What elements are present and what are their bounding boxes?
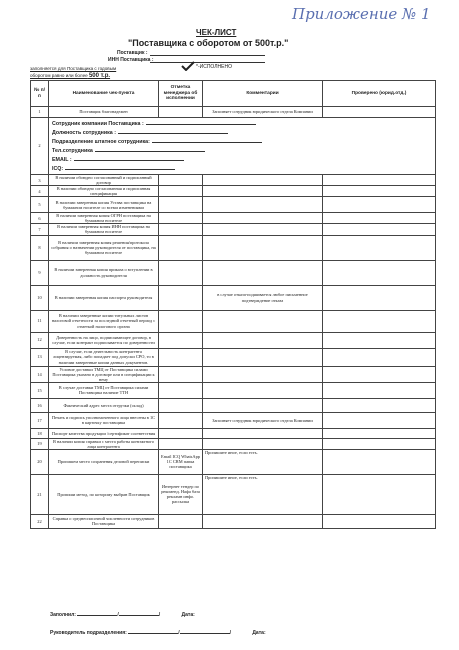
form-line-label: Сотрудник компании Поставщика : xyxy=(52,121,144,127)
row-number: 9 xyxy=(31,260,49,285)
manager-mark-cell[interactable] xyxy=(159,398,203,412)
page-subtitle: "Поставщика с оборотом от 500т.р." xyxy=(128,38,289,48)
comment-cell[interactable] xyxy=(203,398,323,412)
table-header-row xyxy=(31,81,436,107)
table-row xyxy=(31,332,436,348)
fill-note: заполняется для Поставщика с годовым оборотом равно или более 500 т.р. xyxy=(30,66,117,79)
comment-cell[interactable] xyxy=(203,428,323,438)
manager-mark-cell[interactable] xyxy=(159,285,203,310)
table-row xyxy=(31,197,436,213)
manager-mark-cell[interactable] xyxy=(159,310,203,332)
comment-cell[interactable]: Заполняет сотрудник юридического отдела Компании xyxy=(203,412,323,428)
form-line-label: EMAIL : xyxy=(52,157,72,163)
legal-checked-cell[interactable] xyxy=(323,412,436,428)
table-row xyxy=(31,438,436,449)
contact-form-block xyxy=(49,118,436,175)
supplier-label: Поставщик : xyxy=(117,50,148,56)
page-title: ЧЕК-ЛИСТ xyxy=(196,28,237,37)
checkpoint-name: Пропиши метод, по которому выбран Поставщик xyxy=(49,474,159,514)
legal-checked-cell[interactable] xyxy=(323,438,436,449)
table-row xyxy=(31,310,436,332)
checkpoint-name: Фактический адрес места отгрузки (склад) xyxy=(49,398,159,412)
table-row xyxy=(31,213,436,224)
comment-cell[interactable] xyxy=(203,332,323,348)
manager-mark-cell[interactable] xyxy=(159,186,203,197)
legal-checked-cell[interactable] xyxy=(323,382,436,398)
legal-checked-cell[interactable] xyxy=(323,348,436,366)
manager-mark-cell[interactable] xyxy=(159,514,203,528)
table-row xyxy=(31,285,436,310)
comment-cell[interactable]: Заполняет сотрудник юридического отдела Компании xyxy=(203,107,323,118)
manager-mark-cell[interactable] xyxy=(159,412,203,428)
legal-checked-cell[interactable] xyxy=(323,449,436,474)
checkpoint-name: В наличии заверенная копия решения/протокола собрания о назначении руководителя от поставщика, на бумажном носителе xyxy=(49,235,159,260)
row-number: 12 xyxy=(31,332,49,348)
form-line-label: ICQ: xyxy=(52,166,64,172)
done-label: *-ИСПОЛНЕНО xyxy=(196,64,232,70)
checkpoint-name: В наличии заверенные копии титульных листов налоговой отчетности за последний отчетный период с отметкой налогового органа xyxy=(49,310,159,332)
form-line-label: Подразделение штатное сотрудника: xyxy=(52,139,150,145)
form-line-field[interactable] xyxy=(152,137,262,143)
table-row xyxy=(31,348,436,366)
manager-mark-cell[interactable] xyxy=(159,332,203,348)
checkpoint-name: В наличии обоюдно согласованный и подписанный договор xyxy=(49,175,159,186)
table-row xyxy=(31,175,436,186)
row-number: 4 xyxy=(31,186,49,197)
footer-head: Руководитель подразделения: / / Дата: xyxy=(50,630,266,636)
legal-checked-cell[interactable] xyxy=(323,235,436,260)
table-row xyxy=(31,260,436,285)
checkpoint-name: В наличии обоюдно согласованная и подписанная спецификация xyxy=(49,186,159,197)
row-number: 6 xyxy=(31,213,49,224)
manager-mark-cell[interactable] xyxy=(159,438,203,449)
legal-checked-cell[interactable] xyxy=(323,260,436,285)
row-number: 7 xyxy=(31,224,49,235)
col-checked: Проверено (юрид.отд.) xyxy=(323,81,436,107)
row-number: 11 xyxy=(31,310,49,332)
row-number: 15 xyxy=(31,382,49,398)
row-number: 17 xyxy=(31,412,49,428)
manager-mark-cell[interactable] xyxy=(159,366,203,382)
legal-checked-cell[interactable] xyxy=(323,514,436,528)
row-number: 21 xyxy=(31,474,49,514)
form-line-field[interactable] xyxy=(95,146,205,152)
checkpoint-name: Паспорт качества продукции /сертификат соответствия xyxy=(49,428,159,438)
handwritten-annotation: Приложение № 1 xyxy=(292,5,431,23)
manager-mark-cell[interactable] xyxy=(159,197,203,213)
comment-cell[interactable] xyxy=(203,235,323,260)
table-row xyxy=(31,382,436,398)
form-line-field[interactable] xyxy=(118,128,228,134)
form-line-label: Должность сотрудника : xyxy=(52,130,116,136)
form-line-field[interactable] xyxy=(65,164,175,170)
row-number: 20 xyxy=(31,449,49,474)
manager-mark-cell[interactable]: Email ICQ WhatsApp 1С СRM папка поставщика xyxy=(159,449,203,474)
checkmark-icon xyxy=(181,58,195,76)
col-mark: Отметка менеджера об исполнении xyxy=(159,81,203,107)
row-number: 14 xyxy=(31,366,49,382)
row-number: 1 xyxy=(31,107,49,118)
checkpoint-name: Печать и подпись уполномоченного лица внесены в 1С в карточку поставщика xyxy=(49,412,159,428)
checkpoint-name: В наличии заверенная копия приказа о вступлении в должность руководителя xyxy=(49,260,159,285)
comment-cell[interactable] xyxy=(203,260,323,285)
checkpoint-name: Поставщик благонадежен xyxy=(49,107,159,118)
checkpoint-name: В случае доставки ТМЦ от Поставщика силами Поставщика наличие ТТН xyxy=(49,382,159,398)
row-number: 13 xyxy=(31,348,49,366)
col-comment: Комментарии xyxy=(203,81,323,107)
row-number: 22 xyxy=(31,514,49,528)
table-row xyxy=(31,412,436,428)
comment-cell[interactable]: в случае отказа-подшивается любое письменное подтверждение отказа xyxy=(203,285,323,310)
comment-cell[interactable] xyxy=(203,310,323,332)
comment-cell[interactable] xyxy=(203,382,323,398)
table-row xyxy=(31,514,436,528)
footer-filled: Заполнил: / / Дата: xyxy=(50,612,195,618)
comment-cell[interactable] xyxy=(203,514,323,528)
table-body xyxy=(31,107,436,529)
table-row xyxy=(31,107,436,118)
legal-checked-cell[interactable] xyxy=(323,474,436,514)
supplier-line xyxy=(150,49,265,56)
checkpoint-name: Доверенность на лицо, подписывающее договор, в случае, если контракт подписывается по доверенности xyxy=(49,332,159,348)
manager-mark-cell[interactable] xyxy=(159,235,203,260)
manager-mark-cell[interactable] xyxy=(159,260,203,285)
row-number: 19 xyxy=(31,438,49,449)
checkpoint-name: В наличии заверенная копия ИНН поставщика на бумажном носителе xyxy=(49,224,159,235)
legal-checked-cell[interactable] xyxy=(323,213,436,224)
form-line-label: Тел.сотрудника xyxy=(52,148,93,154)
legal-checked-cell[interactable] xyxy=(323,224,436,235)
checkpoint-name: Пропишем место сохранения деловой переписки xyxy=(49,449,159,474)
comment-cell[interactable]: Пропишите иное, если есть. xyxy=(203,449,323,474)
comment-cell[interactable] xyxy=(203,224,323,235)
checkpoint-name: В наличии заверенная копия Устава поставщика на бумажном носителе со всеми изменениями xyxy=(49,197,159,213)
legal-checked-cell[interactable] xyxy=(323,310,436,332)
comment-cell[interactable] xyxy=(203,186,323,197)
legal-checked-cell[interactable] xyxy=(323,285,436,310)
row-number: 16 xyxy=(31,398,49,412)
checkpoint-name: Справка о среднесписочной численности сотрудников Поставщика xyxy=(49,514,159,528)
checkpoint-name: В случае, если деятельность контрагента лицензируемая, либо попадает под допуски СРО, то в наличии заверенные копии данных документов. xyxy=(49,348,159,366)
row-number: 3 xyxy=(31,175,49,186)
legal-checked-cell[interactable] xyxy=(323,107,436,118)
checkpoint-name: В наличии копия справки с места работы контактного лица контрагента xyxy=(49,438,159,449)
legal-checked-cell[interactable] xyxy=(323,366,436,382)
checkpoint-name: В наличии заверенная копия ОГРН поставщика на бумажном носителе xyxy=(49,213,159,224)
comment-cell[interactable] xyxy=(203,175,323,186)
legal-checked-cell[interactable] xyxy=(323,428,436,438)
checkpoint-name: В наличии заверенная копия паспорта руководителя xyxy=(49,285,159,310)
comment-cell[interactable] xyxy=(203,197,323,213)
legal-checked-cell[interactable] xyxy=(323,332,436,348)
comment-cell[interactable]: Пропишите иное, если есть. xyxy=(203,474,323,514)
form-line-field[interactable] xyxy=(74,155,184,161)
legal-checked-cell[interactable] xyxy=(323,186,436,197)
manager-mark-cell[interactable] xyxy=(159,213,203,224)
table-row xyxy=(31,474,436,514)
comment-cell[interactable] xyxy=(203,438,323,449)
row-number: 8 xyxy=(31,235,49,260)
row-number: 2 xyxy=(31,118,49,175)
table-row xyxy=(31,235,436,260)
form-line-field[interactable] xyxy=(146,119,256,125)
row-number: 18 xyxy=(31,428,49,438)
table-row xyxy=(31,224,436,235)
manager-mark-cell[interactable] xyxy=(159,224,203,235)
manager-mark-cell[interactable] xyxy=(159,428,203,438)
inn-line xyxy=(150,56,265,63)
table-row xyxy=(31,186,436,197)
inn-label: ИНН Поставщика : xyxy=(108,57,154,63)
col-num: № п/п xyxy=(31,81,49,107)
col-name: Наименование чек-пункта xyxy=(49,81,159,107)
checklist-table xyxy=(30,80,436,529)
legal-checked-cell[interactable] xyxy=(323,197,436,213)
table-row xyxy=(31,428,436,438)
row-number: 5 xyxy=(31,197,49,213)
manager-mark-cell[interactable] xyxy=(159,382,203,398)
table-row xyxy=(31,118,436,175)
table-row xyxy=(31,366,436,382)
row-number: 10 xyxy=(31,285,49,310)
manager-mark-cell[interactable]: Интернет тендер по рекоменд. Нафа база рекламн инфо. рассылка xyxy=(159,474,203,514)
comment-cell[interactable] xyxy=(203,213,323,224)
comment-cell[interactable] xyxy=(203,348,323,366)
manager-mark-cell[interactable] xyxy=(159,175,203,186)
manager-mark-cell[interactable] xyxy=(159,348,203,366)
table-row xyxy=(31,449,436,474)
comment-cell[interactable] xyxy=(203,366,323,382)
legal-checked-cell[interactable] xyxy=(323,398,436,412)
manager-mark-cell[interactable] xyxy=(159,107,203,118)
checkpoint-name: Условие доставки ТМЦ от Поставщика силами Поставщика указано в договоре или в спецификации к нему xyxy=(49,366,159,382)
legal-checked-cell[interactable] xyxy=(323,175,436,186)
table-row xyxy=(31,398,436,412)
